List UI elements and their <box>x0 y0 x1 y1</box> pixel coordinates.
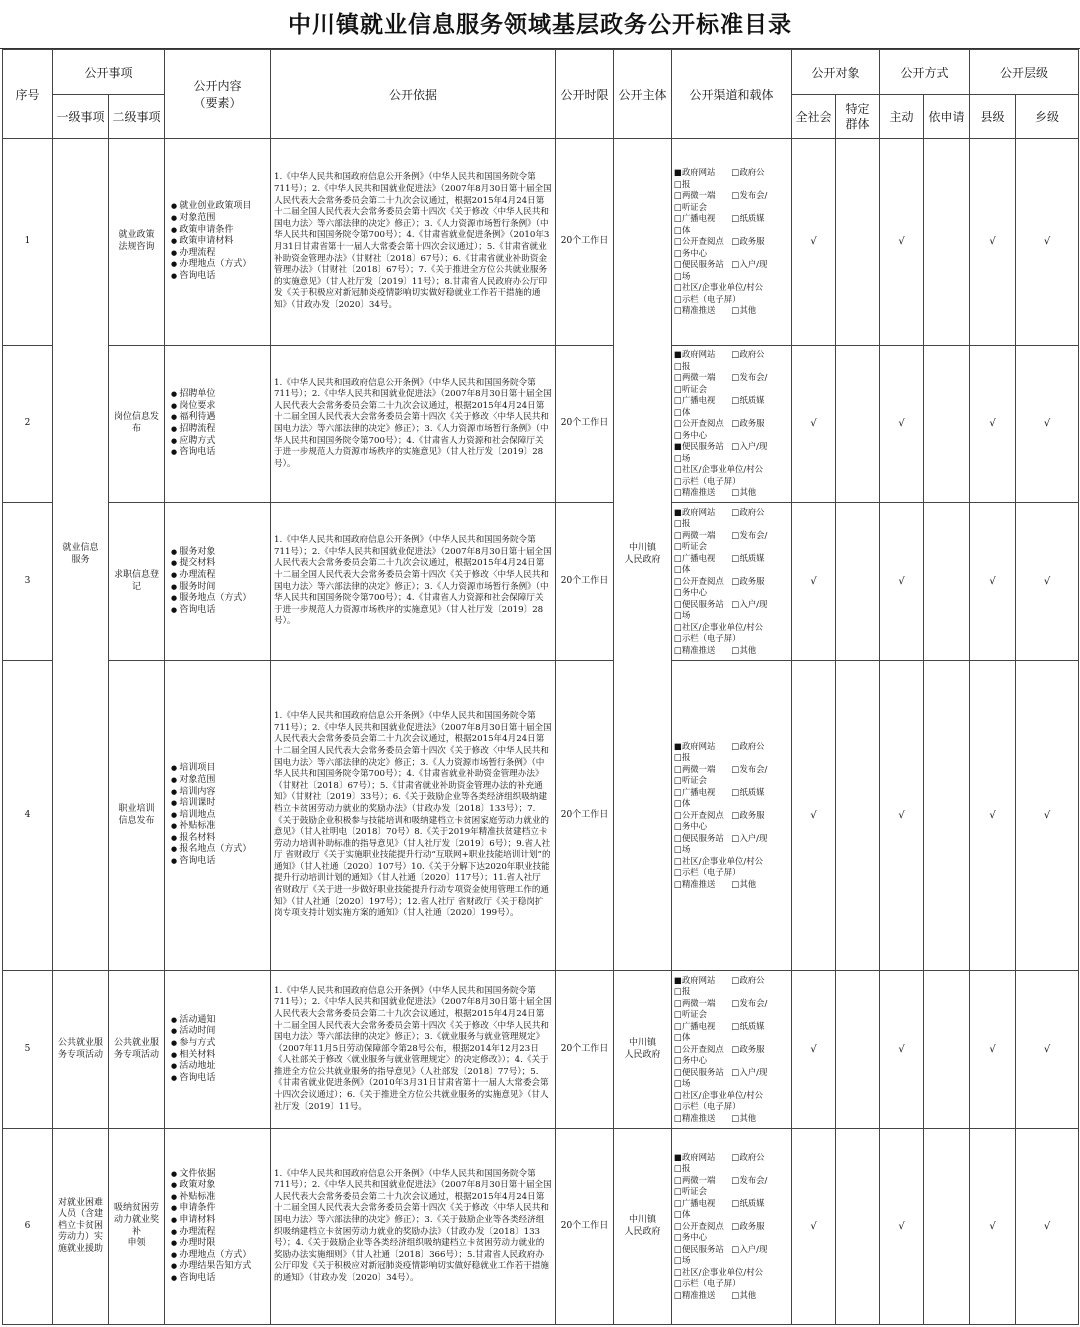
content-item: ● 对象范围 <box>171 775 270 787</box>
mark-level-town: √ <box>1016 1129 1079 1325</box>
row-seq: 3 <box>3 503 53 661</box>
mark-method-active: √ <box>880 346 924 503</box>
mark-method-apply <box>924 1129 970 1325</box>
row-seq: 2 <box>3 346 53 503</box>
content-item: ● 服务地点（方式） <box>171 593 270 605</box>
row-seq: 5 <box>3 971 53 1129</box>
mark-level-county: √ <box>970 503 1016 661</box>
channel-option-cont: □ 场 <box>674 453 789 465</box>
mark-target-special <box>836 346 880 503</box>
mark-level-town: √ <box>1016 661 1079 971</box>
channel-option: □ 政府公 <box>732 741 790 753</box>
header-method-active: 主动 <box>880 95 924 139</box>
row-time: 20个工作日 <box>556 139 614 346</box>
channel-option-cont: □ 场 <box>674 1255 789 1267</box>
channel-option: □ 社区/企事业单位/村公 <box>674 464 789 476</box>
channel-option: □ 广播电视 <box>674 395 732 407</box>
row-level1: 公共就业服 务专项活动 <box>53 971 109 1129</box>
channel-option: □ 公开查阅点 <box>674 1044 732 1056</box>
channel-option-cont: □ 场 <box>674 271 789 283</box>
channel-option-cont: □ 务中心 <box>674 821 789 833</box>
header-channel: 公开渠道和载体 <box>672 50 792 139</box>
header-level-county: 县级 <box>970 95 1016 139</box>
row-content <box>165 346 271 503</box>
channel-option-cont: □ 报 <box>674 518 789 530</box>
channel-option: □ 入户/现 <box>732 599 790 611</box>
mark-method-active: √ <box>880 661 924 971</box>
row-level2: 岗位信息发 布 <box>109 346 165 503</box>
channel-option-cont: □ 听证会 <box>674 775 789 787</box>
content-item: ● 活动通知 <box>171 1015 270 1027</box>
channel-option: □ 政府公 <box>732 349 790 361</box>
content-item: ● 培训地点 <box>171 810 270 822</box>
channel-option: □ 政务服 <box>732 810 790 822</box>
channel-option: □ 政务服 <box>732 1221 790 1233</box>
channel-option: □ 政府公 <box>732 975 790 987</box>
content-item: ● 咨询电话 <box>171 447 270 459</box>
mark-method-active: √ <box>880 503 924 661</box>
channel-option-cont: □ 示栏（电子屏） <box>674 867 789 879</box>
channel-option: □ 其他 <box>732 305 790 317</box>
row-subject: 中川镇 人民政府 <box>614 1129 672 1325</box>
content-item: ● 办理时限 <box>171 1238 270 1250</box>
table-row <box>3 971 1079 1129</box>
mark-target-all: √ <box>792 661 836 971</box>
channel-option: □ 其他 <box>732 1113 790 1125</box>
mark-target-special <box>836 661 880 971</box>
channel-option: □ 政务服 <box>732 576 790 588</box>
row-channels <box>672 971 792 1129</box>
table-row <box>3 1129 1079 1325</box>
content-item: ● 对象范围 <box>171 213 270 225</box>
row-content <box>165 1129 271 1325</box>
content-item: ● 培训内容 <box>171 787 270 799</box>
mark-method-active: √ <box>880 139 924 346</box>
mark-level-town: √ <box>1016 503 1079 661</box>
row-channels <box>672 139 792 346</box>
row-time: 20个工作日 <box>556 503 614 661</box>
header-level: 公开层级 <box>970 50 1079 95</box>
row-channels <box>672 346 792 503</box>
channel-option: □ 两微一端 <box>674 190 732 202</box>
channel-option-cont: □ 场 <box>674 844 789 856</box>
row-basis: 1.《中华人民共和国政府信息公开条例》（中华人民共和国国务院令第711号）；2.《中华人民共和国就业促进法》（2007年8月30日第十届全国人民代表大会常务委员会第二十九次会议通过，根据2015年4月24日第十二届全国人民代表大会常务委员会第十四次《关于修改〈中华人民共和国电力法〉等六部法律的决定》修正）；3.《人力资源市场暂行条例》（中华人民共和国国务院令第700号）；4.《甘肃省就业促进条例》（2010年3月31日甘肃省第十一届人大常委会第十四次会议通过）；5.《甘肃省就业补助资金管理办法》（甘财社〔2018〕67号）；6.《甘肃省就业补助资金管理办法》（甘财社〔2018〕67号）；7.《关于推进全方位公共就业服务的实施意见》（甘人社厅发〔2019〕11号）；8.甘肃省人民政府办公厅印发《关于积极应对新冠肺炎疫情影响切实做好稳就业工作若干措施的通知》（甘政办发〔2020〕34号。 <box>271 139 556 346</box>
row-seq: 4 <box>3 661 53 971</box>
channel-option-cont: □ 务中心 <box>674 587 789 599</box>
content-item: ● 办理流程 <box>171 248 270 260</box>
content-item: ● 提交材料 <box>171 558 270 570</box>
channel-option: □ 发布会/ <box>732 190 790 202</box>
channel-option: □ 入户/现 <box>732 259 790 271</box>
channel-option-cont: □ 示栏（电子屏） <box>674 1101 789 1113</box>
channel-option-cont: □ 示栏（电子屏） <box>674 294 789 306</box>
channel-option: □ 精准推送 <box>674 1113 732 1125</box>
channel-option: ■ 政府网站 <box>674 507 732 519</box>
row-subject: 中川镇 人民政府 <box>614 971 672 1129</box>
row-content <box>165 503 271 661</box>
channel-option: □ 便民服务站 <box>674 599 732 611</box>
channel-option-cont: □ 体 <box>674 225 789 237</box>
content-item: ● 应聘方式 <box>171 436 270 448</box>
channel-option: □ 广播电视 <box>674 787 732 799</box>
header-method: 公开方式 <box>880 50 970 95</box>
channel-option: □ 入户/现 <box>732 441 790 453</box>
content-item: ● 办理地点（方式） <box>171 1250 270 1262</box>
mark-target-special <box>836 971 880 1129</box>
content-item: ● 参与方式 <box>171 1038 270 1050</box>
channel-option: □ 入户/现 <box>732 833 790 845</box>
channel-option: □ 两微一端 <box>674 372 732 384</box>
mark-level-county: √ <box>970 139 1016 346</box>
content-item: ● 补贴标准 <box>171 821 270 833</box>
channel-option: □ 纸质媒 <box>732 553 790 565</box>
channel-option: □ 便民服务站 <box>674 259 732 271</box>
channel-option: □ 公开查阅点 <box>674 576 732 588</box>
page-title: 中川镇就业信息服务领域基层政务公开标准目录 <box>0 0 1080 49</box>
content-item: ● 咨询电话 <box>171 1073 270 1085</box>
channel-option: □ 政府公 <box>732 507 790 519</box>
channel-option: □ 精准推送 <box>674 879 732 891</box>
header-level1: 一级事项 <box>53 95 109 139</box>
header-method-apply: 依申请 <box>924 95 970 139</box>
channel-option: □ 政务服 <box>732 1044 790 1056</box>
channel-option: ■ 政府网站 <box>674 167 732 179</box>
header-items: 公开事项 <box>53 50 165 95</box>
header-time: 公开时限 <box>556 50 614 139</box>
channel-option: □ 发布会/ <box>732 998 790 1010</box>
channel-option: □ 政府公 <box>732 1152 790 1164</box>
channel-option: □ 入户/现 <box>732 1067 790 1079</box>
row-basis: 1.《中华人民共和国政府信息公开条例》（中华人民共和国国务院令第711号）；2.《中华人民共和国就业促进法》（2007年8月30日第十届全国人民代表大会常务委员会第二十九次会议通过，根据2015年4月24日第十二届全国人民代表大会常务委员会第十四次《关于修改〈中华人民共和国电力法〉等六部法律的决定》修正）；3.《人力资源市场暂行条例》（中华人民共和国国务院令第700号）；4.《甘肃省人力资源和社会保障厅关于进一步规范人力资源市场秩序的实施意见》（甘人社厅发〔2019〕28号）。 <box>271 503 556 661</box>
channel-option-cont: □ 务中心 <box>674 1055 789 1067</box>
row-time: 20个工作日 <box>556 1129 614 1325</box>
channel-option: □ 发布会/ <box>732 372 790 384</box>
content-item: ● 政策对象 <box>171 1180 270 1192</box>
content-item: ● 政策申请材料 <box>171 236 270 248</box>
mark-method-apply <box>924 346 970 503</box>
row-level2: 职业培训 信息发布 <box>109 661 165 971</box>
channel-option: □ 社区/企事业单位/村公 <box>674 1090 789 1102</box>
header-basis: 公开依据 <box>271 50 556 139</box>
content-item: ● 办理地点（方式） <box>171 259 270 271</box>
row-basis: 1.《中华人民共和国政府信息公开条例》（中华人民共和国国务院令第711号）；2.《中华人民共和国就业促进法》（2007年8月30日第十届全国人民代表大会常务委员会第二十九次会议通过，根据2015年4月24日第十二届全国人民代表大会常务委员会第十四次《关于修改〈中华人民共和国电力法〉等六部法律的决定》修正）；3.《人力资源市场暂行条例》（中华人民共和国国务院令第700号）；4.《甘肃省人力资源和社会保障厅关于进一步规范人力资源市场秩序的实施意见》（甘人社厅发〔2019〕28号）。 <box>271 346 556 503</box>
channel-option: □ 广播电视 <box>674 1198 732 1210</box>
content-item: ● 招聘流程 <box>171 424 270 436</box>
channel-option: □ 便民服务站 <box>674 1244 732 1256</box>
channel-option-cont: □ 体 <box>674 798 789 810</box>
mark-target-all: √ <box>792 503 836 661</box>
channel-option: □ 两微一端 <box>674 998 732 1010</box>
content-item: ● 咨询电话 <box>171 1273 270 1285</box>
mark-level-county: √ <box>970 346 1016 503</box>
channel-option: □ 社区/企事业单位/村公 <box>674 1267 789 1279</box>
mark-target-special <box>836 503 880 661</box>
row-level1: 对就业困难 人员（含建 档立卡贫困 劳动力）实 施就业援助 <box>53 1129 109 1325</box>
channel-option-cont: □ 示栏（电子屏） <box>674 476 789 488</box>
mark-target-all: √ <box>792 1129 836 1325</box>
channel-option: □ 广播电视 <box>674 1021 732 1033</box>
channel-option-cont: □ 报 <box>674 361 789 373</box>
mark-method-apply <box>924 661 970 971</box>
channel-option: □ 其他 <box>732 1290 790 1302</box>
mark-level-county: √ <box>970 971 1016 1129</box>
content-item: ● 办理流程 <box>171 570 270 582</box>
channel-option: □ 社区/企事业单位/村公 <box>674 856 789 868</box>
channel-option: □ 政务服 <box>732 236 790 248</box>
row-time: 20个工作日 <box>556 971 614 1129</box>
table-row <box>3 503 1079 661</box>
channel-option: ■ 政府网站 <box>674 1152 732 1164</box>
channel-option: □ 发布会/ <box>732 764 790 776</box>
header-target-all: 全社会 <box>792 95 836 139</box>
content-item: ● 咨询电话 <box>171 856 270 868</box>
channel-option: □ 发布会/ <box>732 1175 790 1187</box>
channel-option: □ 纸质媒 <box>732 1021 790 1033</box>
channel-option: □ 便民服务站 <box>674 833 732 845</box>
channel-option-cont: □ 示栏（电子屏） <box>674 633 789 645</box>
mark-method-apply <box>924 139 970 346</box>
channel-option-cont: □ 场 <box>674 1078 789 1090</box>
table-row <box>3 346 1079 503</box>
mark-method-apply <box>924 971 970 1129</box>
row-content <box>165 139 271 346</box>
channel-option: □ 社区/企事业单位/村公 <box>674 622 789 634</box>
table-row <box>3 139 1079 346</box>
content-item: ● 申请条件 <box>171 1203 270 1215</box>
mark-target-special <box>836 1129 880 1325</box>
mark-target-all: √ <box>792 346 836 503</box>
mark-target-all: √ <box>792 139 836 346</box>
channel-option: □ 广播电视 <box>674 213 732 225</box>
content-item: ● 就业创业政策项目 <box>171 201 270 213</box>
content-item: ● 补贴标准 <box>171 1192 270 1204</box>
channel-option: ■ 政府网站 <box>674 975 732 987</box>
content-item: ● 办理结果告知方式 <box>171 1261 270 1273</box>
header-target-special: 特定 群体 <box>836 95 880 139</box>
mark-level-town: √ <box>1016 971 1079 1129</box>
channel-option-cont: □ 报 <box>674 986 789 998</box>
channel-option-cont: □ 体 <box>674 564 789 576</box>
channel-option: □ 纸质媒 <box>732 395 790 407</box>
channel-option: □ 两微一端 <box>674 764 732 776</box>
channel-option-cont: □ 听证会 <box>674 1009 789 1021</box>
content-item: ● 招聘单位 <box>171 389 270 401</box>
channel-option: □ 公开查阅点 <box>674 418 732 430</box>
row-basis: 1.《中华人民共和国政府信息公开条例》（中华人民共和国国务院令第711号）；2.《中华人民共和国就业促进法》（2007年8月30日第十届全国人民代表大会常务委员会第二十九次会议通过，根据2015年4月24日第十二届全国人民代表大会常务委员会第十四次《关于修改〈中华人民共和国电力法〉等六部法律的决定》修正）；3.《关于鼓励企业等各类经济组织吸纳建档立卡贫困劳动力就业的奖励办法》（甘政办发〔2018〕133号）；4.《关于鼓励企业等各类经济组织吸纳建档立卡贫困劳动力就业的奖励办法实施细则》（甘人社通〔2018〕366号）；5.甘肃省人民政府办公厅印发《关于积极应对新冠肺炎疫情影响切实做好稳就业工作若干措施的通知》（甘政办发〔2020〕34号）。 <box>271 1129 556 1325</box>
channel-option: □ 入户/现 <box>732 1244 790 1256</box>
channel-option: □ 便民服务站 <box>674 1067 732 1079</box>
channel-option: □ 广播电视 <box>674 553 732 565</box>
channel-option: □ 其他 <box>732 487 790 499</box>
channel-option: ■ 政府网站 <box>674 741 732 753</box>
channel-option: ■ 政府网站 <box>674 349 732 361</box>
channel-option: ■ 便民服务站 <box>674 441 732 453</box>
mark-method-apply <box>924 503 970 661</box>
content-item: ● 文件依据 <box>171 1169 270 1181</box>
content-item: ● 办理流程 <box>171 1227 270 1239</box>
channel-option: □ 发布会/ <box>732 530 790 542</box>
row-basis: 1.《中华人民共和国政府信息公开条例》（中华人民共和国国务院令第711号）；2.《中华人民共和国就业促进法》（2007年8月30日第十届全国人民代表大会常务委员会第二十九次会议通过，根据2015年4月24日第十二届全国人民代表大会常务委员会第十四次《关于修改〈中华人民共和国电力法〉等六部法律的决定》修正）；3.《就业服务与就业管理规定》（2007年11月5日劳动保障部令第28号公布，根据2014年12月23日《人社部关于修改〈就业服务与就业管理规定〉的决定修改》）；4.《关于推进全方位公共就业服务的指导意见》（人社部发〔2018〕77号）；5.《甘肃省就业促进条例》（2010年3月31日甘肃省第十一届人大常委会第十四次会议通过）；6.《关于推进全方位公共就业服务的实施意见》（甘人社厅发〔2019〕11号。 <box>271 971 556 1129</box>
row-time: 20个工作日 <box>556 661 614 971</box>
header-level-town: 乡级 <box>1016 95 1079 139</box>
channel-option: □ 纸质媒 <box>732 787 790 799</box>
channel-option-cont: □ 听证会 <box>674 541 789 553</box>
content-item: ● 活动地址 <box>171 1061 270 1073</box>
channel-option-cont: □ 示栏（电子屏） <box>674 1278 789 1290</box>
channel-option: □ 精准推送 <box>674 487 732 499</box>
table-row <box>3 661 1079 971</box>
row-content <box>165 971 271 1129</box>
channel-option-cont: □ 务中心 <box>674 1232 789 1244</box>
row-seq: 1 <box>3 139 53 346</box>
row-channels <box>672 661 792 971</box>
mark-target-all: √ <box>792 971 836 1129</box>
catalog-table <box>2 49 1079 1325</box>
channel-option-cont: □ 体 <box>674 407 789 419</box>
subject-merged: 中川镇 人民政府 <box>614 139 672 971</box>
row-level2: 就业政策 法规咨询 <box>109 139 165 346</box>
content-item: ● 培训项目 <box>171 763 270 775</box>
header-subject: 公开主体 <box>614 50 672 139</box>
channel-option: □ 公开查阅点 <box>674 1221 732 1233</box>
mark-target-special <box>836 139 880 346</box>
content-item: ● 咨询电话 <box>171 605 270 617</box>
row-channels <box>672 503 792 661</box>
content-item: ● 申请材料 <box>171 1215 270 1227</box>
channel-option: □ 精准推送 <box>674 1290 732 1302</box>
channel-option-cont: □ 听证会 <box>674 384 789 396</box>
channel-option: □ 政务服 <box>732 418 790 430</box>
content-item: ● 政策申请条件 <box>171 225 270 237</box>
header-level2: 二级事项 <box>109 95 165 139</box>
content-item: ● 报名地点（方式） <box>171 844 270 856</box>
channel-option-cont: □ 听证会 <box>674 1186 789 1198</box>
header-seq: 序号 <box>3 50 53 139</box>
channel-option-cont: □ 听证会 <box>674 202 789 214</box>
content-item: ● 岗位要求 <box>171 401 270 413</box>
channel-option: □ 公开查阅点 <box>674 236 732 248</box>
mark-level-county: √ <box>970 661 1016 971</box>
content-item: ● 相关材料 <box>171 1050 270 1062</box>
channel-option-cont: □ 务中心 <box>674 248 789 260</box>
channel-option-cont: □ 务中心 <box>674 430 789 442</box>
channel-option-cont: □ 报 <box>674 1163 789 1175</box>
level1-group: 就业信息 服务 <box>53 139 109 971</box>
row-basis: 1.《中华人民共和国政府信息公开条例》（中华人民共和国国务院令第711号）；2.《中华人民共和国就业促进法》（2007年8月30日第十届全国人民代表大会常务委员会第二十九次会议通过，根据2015年4月24日第十二届全国人民代表大会常务委员会第十四次《关于修改〈中华人民共和国电力法〉等六部法律的决定》修正；3.《人力资源市场暂行条例》（中华人民共和国国务院令第700号）；4.《甘肃省就业补助资金管理办法》（甘财社〔2018〕67号）；5.《甘肃省就业补助资金管理办法的补充通知》（甘财社〔2019〕33号）；6.《关于鼓励企业等各类经济组织吸纳建档立卡贫困劳动力就业的奖励办法》（甘政办发〔2018〕133号）；7.《关于鼓励企业积极参与技能培训和吸纳建档立卡贫困家庭劳动力就业的意见》（甘人社明电〔2018〕70号）8.《关于2019年精准扶贫建档立卡劳动力培训补助标准的指导意见》（甘人社厅发〔2019〕6号）；9.省人社厅 省财政厅《关于实施职业技能提升行动“互联网+职业技能培训计划”的通知》（甘人社通〔2020〕107号）10.《关于分解下达2020年职业技能提升行动培训计划的通知》（甘人社通〔2020〕117号）；11.省人社厅 省财政厅《关于进一步做好职业技能提升行动专项资金使用管理工作的通知》（甘人社通〔2020〕197号）；12.省人社厅 省财政厅《关于稳岗扩岗专项支持计划实施方案的通知》（甘人社通〔2020〕199号）。 <box>271 661 556 971</box>
channel-option-cont: □ 体 <box>674 1209 789 1221</box>
channel-option: □ 精准推送 <box>674 645 732 657</box>
mark-method-active: √ <box>880 1129 924 1325</box>
row-time: 20个工作日 <box>556 346 614 503</box>
row-seq: 6 <box>3 1129 53 1325</box>
row-content <box>165 661 271 971</box>
channel-option: □ 公开查阅点 <box>674 810 732 822</box>
content-item: ● 报名材料 <box>171 833 270 845</box>
channel-option: □ 纸质媒 <box>732 213 790 225</box>
header-target: 公开对象 <box>792 50 880 95</box>
channel-option: □ 精准推送 <box>674 305 732 317</box>
channel-option: □ 纸质媒 <box>732 1198 790 1210</box>
mark-method-active: √ <box>880 971 924 1129</box>
content-item: ● 福利待遇 <box>171 412 270 424</box>
row-level2: 吸纳贫困劳 动力就业奖 补 申领 <box>109 1129 165 1325</box>
row-level2: 求职信息登 记 <box>109 503 165 661</box>
channel-option: □ 社区/企事业单位/村公 <box>674 282 789 294</box>
content-item: ● 培训课时 <box>171 798 270 810</box>
channel-option: □ 其他 <box>732 879 790 891</box>
mark-level-county: √ <box>970 1129 1016 1325</box>
channel-option-cont: □ 体 <box>674 1032 789 1044</box>
channel-option-cont: □ 报 <box>674 752 789 764</box>
channel-option: □ 政府公 <box>732 167 790 179</box>
header-content: 公开内容 （要素） <box>165 50 271 139</box>
channel-option-cont: □ 报 <box>674 179 789 191</box>
content-item: ● 服务时间 <box>171 582 270 594</box>
content-item: ● 服务对象 <box>171 547 270 559</box>
content-item: ● 活动时间 <box>171 1026 270 1038</box>
mark-level-town: √ <box>1016 139 1079 346</box>
channel-option-cont: □ 场 <box>674 610 789 622</box>
channel-option: □ 两微一端 <box>674 530 732 542</box>
content-item: ● 咨询电话 <box>171 271 270 283</box>
row-channels <box>672 1129 792 1325</box>
channel-option: □ 两微一端 <box>674 1175 732 1187</box>
channel-option: □ 其他 <box>732 645 790 657</box>
row-level2: 公共就业服 务专项活动 <box>109 971 165 1129</box>
mark-level-town: √ <box>1016 346 1079 503</box>
